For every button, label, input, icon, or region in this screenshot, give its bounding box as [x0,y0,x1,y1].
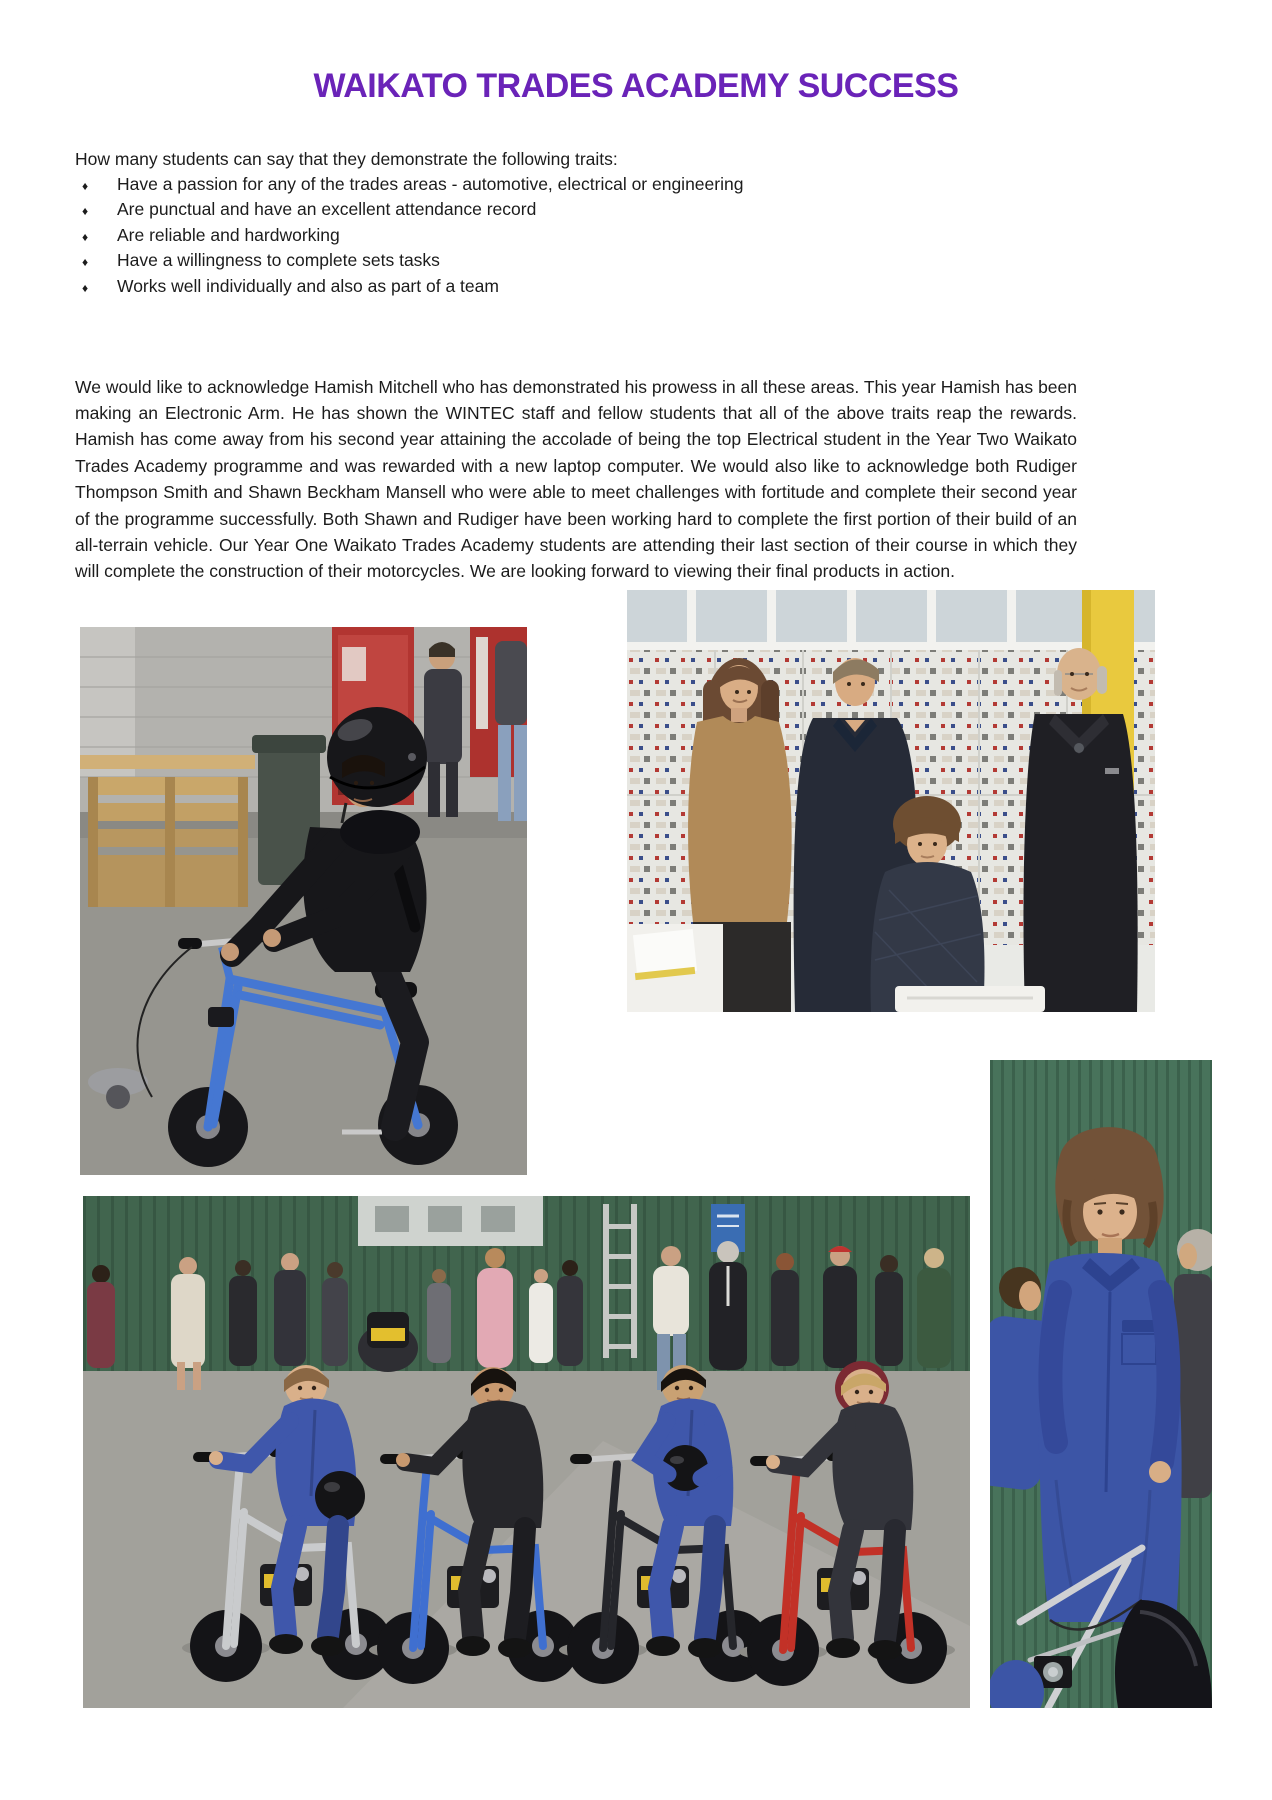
article-paragraph: We would like to acknowledge Hamish Mitchell who has demonstrated his prowess in all these areas. This year Hamish has been making an Electronic Arm. He has shown the WINTEC staff and fellow students that all of the above traits reap the rewards. Hamish has come away from his second year attaining the accolade of being the top Electrical student in the Year Two Waikato Trades Academy programme and was rewarded with a new laptop computer. We would also like to acknowledge both Rudiger Thompson Smith and Shawn Beckham Mansell who were able to meet challenges with fortitude and complete their second year of the programme successfully. Both Shawn and Rudiger have been working hard to complete the first portion of their build of an all-terrain vehicle. Our Year One Waikato Trades Academy students are attending their last section of their course in which they will complete the construction of their motorcycles. We are looking forward to viewing their final products in action. [75,376,1077,582]
windows [627,590,1155,650]
main-student [1038,1127,1181,1622]
photo-helmet-rider [80,627,527,1175]
trait-text: Have a passion for any of the trades areas - automotive, electrical or engineering [117,174,744,194]
trait-text: Works well individually and also as part of a team [117,275,499,296]
trait-text: Have a willingness to complete sets tasks [117,250,440,271]
diamond-bullet-icon: ♦ [82,179,89,193]
pallet-stack [80,755,255,907]
bystander-jeans [495,641,527,821]
trait-item [75,275,1075,300]
traits-list [75,173,1075,300]
crouching-backpack [358,1312,418,1372]
photo-blue-overalls-student [990,1060,1212,1708]
trait-item [75,224,1075,249]
photo-four-minibike-riders [83,1196,970,1708]
diamond-bullet-icon: ♦ [82,204,89,219]
page-title: WAIKATO TRADES ACADEMY SUCCESS [313,66,959,105]
trait-text: Are punctual and have an excellent attendance record [117,199,537,220]
diamond-bullet-icon: ♦ [82,280,89,295]
diamond-bullet-icon: ♦ [82,229,89,244]
trait-item [75,249,1075,274]
trait-text: Are reliable and hardworking [117,224,340,245]
intro-text: How many students can say that they demonstrate the following traits: [75,148,618,169]
hanging-helmet [315,1471,365,1521]
diamond-bullet-icon: ♦ [82,255,89,270]
trait-item [75,198,1075,223]
helmet [327,707,427,807]
photo-lab-group [627,590,1155,1012]
trait-item [75,173,1075,198]
